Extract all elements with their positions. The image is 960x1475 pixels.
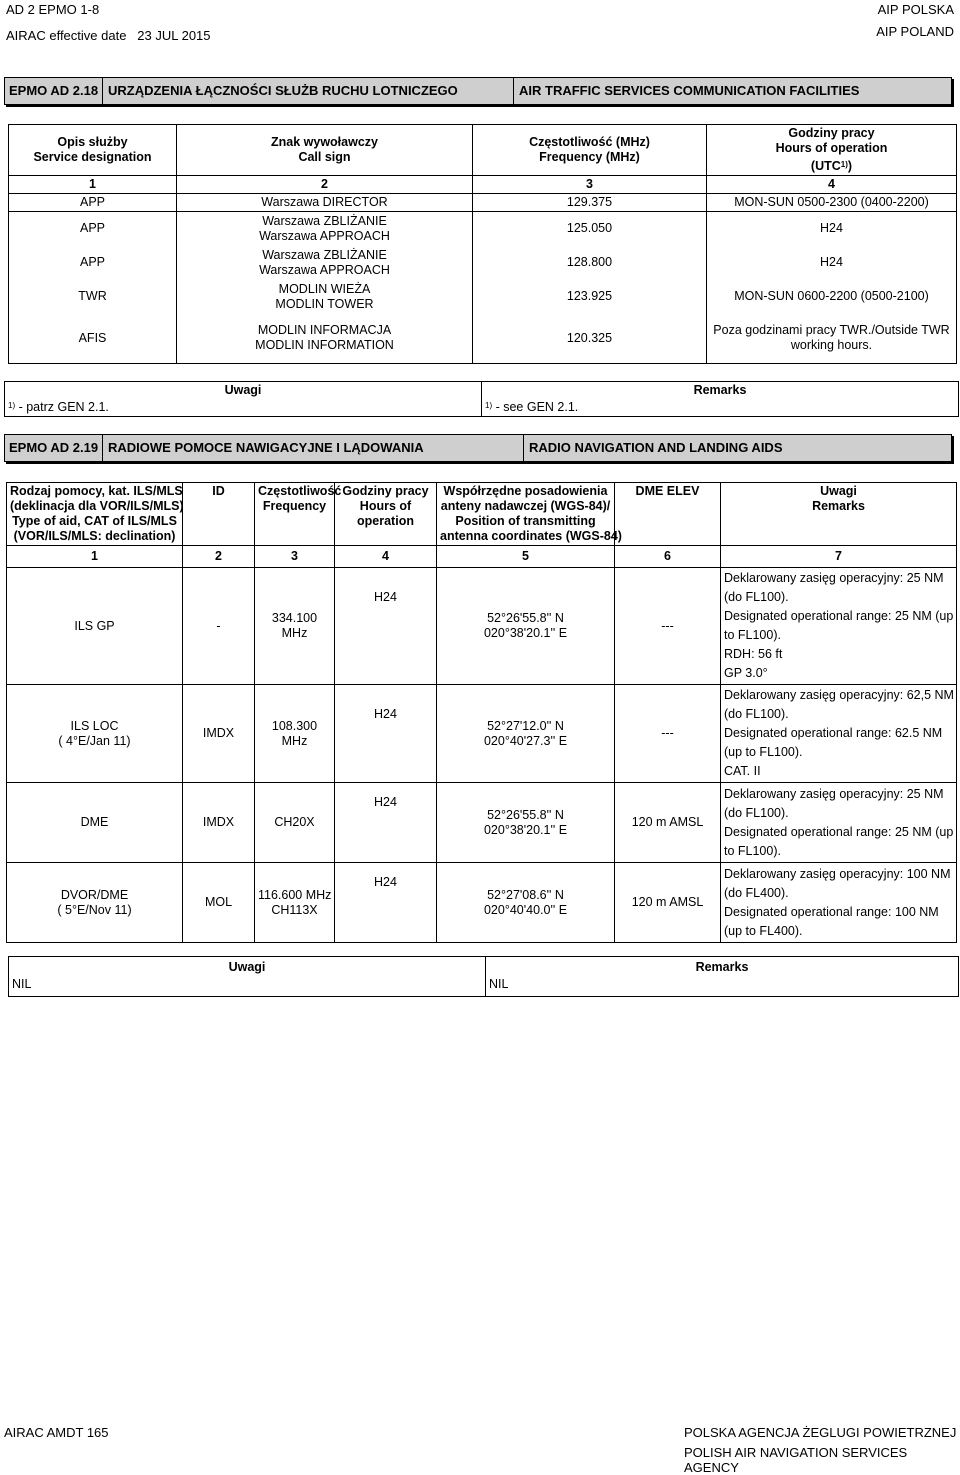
column-number: 4 bbox=[707, 176, 957, 194]
table-row bbox=[9, 194, 957, 212]
remarks-header-pl: Uwagi bbox=[5, 382, 482, 400]
frequency-cell: 128.800 bbox=[473, 246, 707, 280]
column-number-row bbox=[7, 546, 957, 568]
table-row bbox=[7, 568, 957, 685]
column-number: 5 bbox=[437, 546, 615, 568]
frequency-cell: 123.925 bbox=[473, 280, 707, 314]
id-cell: - bbox=[183, 568, 255, 685]
frequency-cell: CH20X bbox=[255, 783, 335, 863]
service-cell: AFIS bbox=[9, 314, 177, 364]
remark-note-pl: $^{1)}$ - patrz GEN 2.1. bbox=[5, 399, 482, 417]
dme-elev-header: DME ELEV bbox=[615, 483, 721, 546]
section-18-title-en: AIR TRAFFIC SERVICES COMMUNICATION FACILITIES bbox=[519, 83, 860, 98]
frequency-header-pl: Częstotliwość (MHz) bbox=[529, 135, 650, 149]
column-number: 6 bbox=[615, 546, 721, 568]
callsign-header-pl: Znak wywoławczy bbox=[271, 135, 378, 149]
frequency-cell: 116.600 MHz CH113X bbox=[255, 863, 335, 943]
coordinates-header: Współrzędne posadowienia anteny nadawczej (WGS-84)/ Position of transmitting antenna coordinates (WGS-84) bbox=[437, 483, 615, 546]
service-cell: TWR bbox=[9, 280, 177, 314]
hours-header-en: Hours of operation bbox=[775, 141, 888, 155]
hours-cell: MON-SUN 0600-2200 (0500-2100) bbox=[707, 280, 957, 314]
ats-remarks-table bbox=[4, 381, 959, 417]
table-row bbox=[9, 246, 957, 280]
service-cell: APP bbox=[9, 246, 177, 280]
table-row bbox=[7, 685, 957, 783]
aid-type-cell: ILS GP bbox=[7, 568, 183, 685]
remark-note-en: $^{1)}$ - see GEN 2.1. bbox=[482, 399, 959, 417]
callsign-cell: Warszawa DIRECTOR bbox=[177, 194, 473, 212]
remarks-header-en: Remarks bbox=[482, 382, 959, 400]
table-header-row bbox=[9, 125, 957, 176]
callsign-header-en: Call sign bbox=[298, 150, 351, 164]
callsign-cell: Warszawa ZBLIŻANIE Warszawa APPROACH bbox=[177, 246, 473, 280]
airac-effective-date bbox=[6, 28, 211, 43]
frequency-header-en: Frequency (MHz) bbox=[539, 150, 640, 164]
coordinates-cell: 52°27'12.0'' N 020°40'27.3'' E bbox=[437, 685, 615, 783]
aip-polska: AIP POLSKA bbox=[877, 2, 954, 17]
section-19-title-pl: RADIOWE POMOCE NAWIGACYJNE I LĄDOWANIA bbox=[108, 440, 424, 455]
table-row bbox=[7, 863, 957, 943]
service-header-en: Service designation bbox=[33, 150, 152, 164]
service-cell: APP bbox=[9, 194, 177, 212]
column-number: 2 bbox=[183, 546, 255, 568]
dme-elev-cell: 120 m AMSL bbox=[615, 783, 721, 863]
coordinates-cell: 52°26'55.8'' N 020°38'20.1'' E bbox=[437, 568, 615, 685]
service-cell: APP bbox=[9, 212, 177, 246]
doc-reference: AD 2 EPMO 1-8 bbox=[6, 2, 100, 17]
aid-type-cell: DME bbox=[7, 783, 183, 863]
frequency-cell: 120.325 bbox=[473, 314, 707, 364]
aip-poland: AIP POLAND bbox=[876, 24, 954, 39]
frequency-cell: 334.100 MHz bbox=[255, 568, 335, 685]
dme-elev-cell: 120 m AMSL bbox=[615, 863, 721, 943]
id-cell: IMDX bbox=[183, 783, 255, 863]
frequency-cell: 108.300 MHz bbox=[255, 685, 335, 783]
agency-name-en: POLISH AIR NAVIGATION SERVICES AGENCY bbox=[684, 1445, 908, 1475]
remarks-cell: Deklarowany zasięg operacyjny: 62,5 NM (do FL100). Designated operational range: 62.5 NM (up to FL100). CAT. II bbox=[721, 685, 957, 783]
remarks-header: Uwagi Remarks bbox=[721, 483, 957, 546]
service-header-pl: Opis służby bbox=[57, 135, 128, 149]
column-number: 3 bbox=[255, 546, 335, 568]
hours-cell: MON-SUN 0500-2300 (0400-2200) bbox=[707, 194, 957, 212]
callsign-cell: MODLIN INFORMACJA MODLIN INFORMATION bbox=[177, 314, 473, 364]
hours-cell: H24 bbox=[707, 212, 957, 246]
remark-nil-en: NIL bbox=[486, 976, 959, 997]
hours-cell: H24 bbox=[335, 783, 437, 863]
coordinates-cell: 52°26'55.8'' N 020°38'20.1'' E bbox=[437, 783, 615, 863]
remark-nil-pl: NIL bbox=[9, 976, 486, 997]
callsign-cell: MODLIN WIEŻA MODLIN TOWER bbox=[177, 280, 473, 314]
table-row bbox=[9, 314, 957, 364]
callsign-cell: Warszawa ZBLIŻANIE Warszawa APPROACH bbox=[177, 212, 473, 246]
hours-cell: H24 bbox=[335, 863, 437, 943]
remarks-header-en: Remarks bbox=[486, 957, 959, 977]
frequency-cell: 125.050 bbox=[473, 212, 707, 246]
remarks-header-pl: Uwagi bbox=[9, 957, 486, 977]
hours-cell: H24 bbox=[707, 246, 957, 280]
aid-type-header: Rodzaj pomocy, kat. ILS/MLS (deklinacja dla VOR/ILS/MLS) Type of aid, CAT of ILS/MLS (VOR/ILS/MLS: declination) bbox=[7, 483, 183, 546]
navaid-table bbox=[6, 482, 957, 943]
coordinates-cell: 52°27'08.6'' N 020°40'40.0'' E bbox=[437, 863, 615, 943]
frequency-header: Częstotliwość Frequency bbox=[255, 483, 335, 546]
section-19-title-bar bbox=[4, 434, 952, 462]
column-number: 4 bbox=[335, 546, 437, 568]
column-number: 3 bbox=[473, 176, 707, 194]
remarks-cell: Deklarowany zasięg operacyjny: 25 NM (do FL100). Designated operational range: 25 NM (up to FL100). bbox=[721, 783, 957, 863]
table-row bbox=[7, 783, 957, 863]
remarks-cell: Deklarowany zasięg operacyjny: 25 NM (do FL100). Designated operational range: 25 NM (up to FL100). RDH: 56 ft GP 3.0° bbox=[721, 568, 957, 685]
hours-cell: H24 bbox=[335, 685, 437, 783]
agency-name-pl: POLSKA AGENCJA ŻEGLUGI POWIETRZNEJ bbox=[684, 1425, 957, 1440]
aid-type-cell: DVOR/DME ( 5°E/Nov 11) bbox=[7, 863, 183, 943]
section-19-title-en: RADIO NAVIGATION AND LANDING AIDS bbox=[529, 440, 783, 455]
table-row bbox=[9, 280, 957, 314]
id-cell: MOL bbox=[183, 863, 255, 943]
airac-label: AIRAC effective date bbox=[6, 28, 127, 43]
section-18-title-pl: URZĄDZENIA ŁĄCZNOŚCI SŁUŻB RUCHU LOTNICZEGO bbox=[108, 83, 458, 98]
airac-date: 23 JUL 2015 bbox=[137, 28, 211, 43]
hours-cell: H24 bbox=[335, 568, 437, 685]
id-header: ID bbox=[183, 483, 255, 546]
column-number-row bbox=[9, 176, 957, 194]
aid-type-cell: ILS LOC ( 4°E/Jan 11) bbox=[7, 685, 183, 783]
hours-cell: Poza godzinami pracy TWR./Outside TWR working hours. bbox=[707, 314, 957, 364]
column-number: 2 bbox=[177, 176, 473, 194]
column-number: 7 bbox=[721, 546, 957, 568]
column-number: 1 bbox=[9, 176, 177, 194]
table-row bbox=[9, 212, 957, 246]
hours-header-utc: (UTC$^{1)}$) bbox=[810, 159, 853, 173]
navaid-remarks-table bbox=[8, 956, 959, 997]
section-18-code: EPMO AD 2.18 bbox=[9, 83, 99, 98]
hours-header-pl: Godziny pracy bbox=[788, 126, 875, 140]
section-18-title-bar bbox=[4, 77, 952, 105]
dme-elev-cell: --- bbox=[615, 685, 721, 783]
section-19-code: EPMO AD 2.19 bbox=[9, 440, 99, 455]
id-cell: IMDX bbox=[183, 685, 255, 783]
airac-amendment: AIRAC AMDT 165 bbox=[4, 1425, 109, 1440]
ats-communication-table bbox=[8, 124, 957, 364]
dme-elev-cell: --- bbox=[615, 568, 721, 685]
remarks-cell: Deklarowany zasięg operacyjny: 100 NM (do FL400). Designated operational range: 100 NM (up to FL400). bbox=[721, 863, 957, 943]
table-header-row bbox=[7, 483, 957, 546]
frequency-cell: 129.375 bbox=[473, 194, 707, 212]
column-number: 1 bbox=[7, 546, 183, 568]
hours-header: Godziny pracy Hours of operation bbox=[335, 483, 437, 546]
